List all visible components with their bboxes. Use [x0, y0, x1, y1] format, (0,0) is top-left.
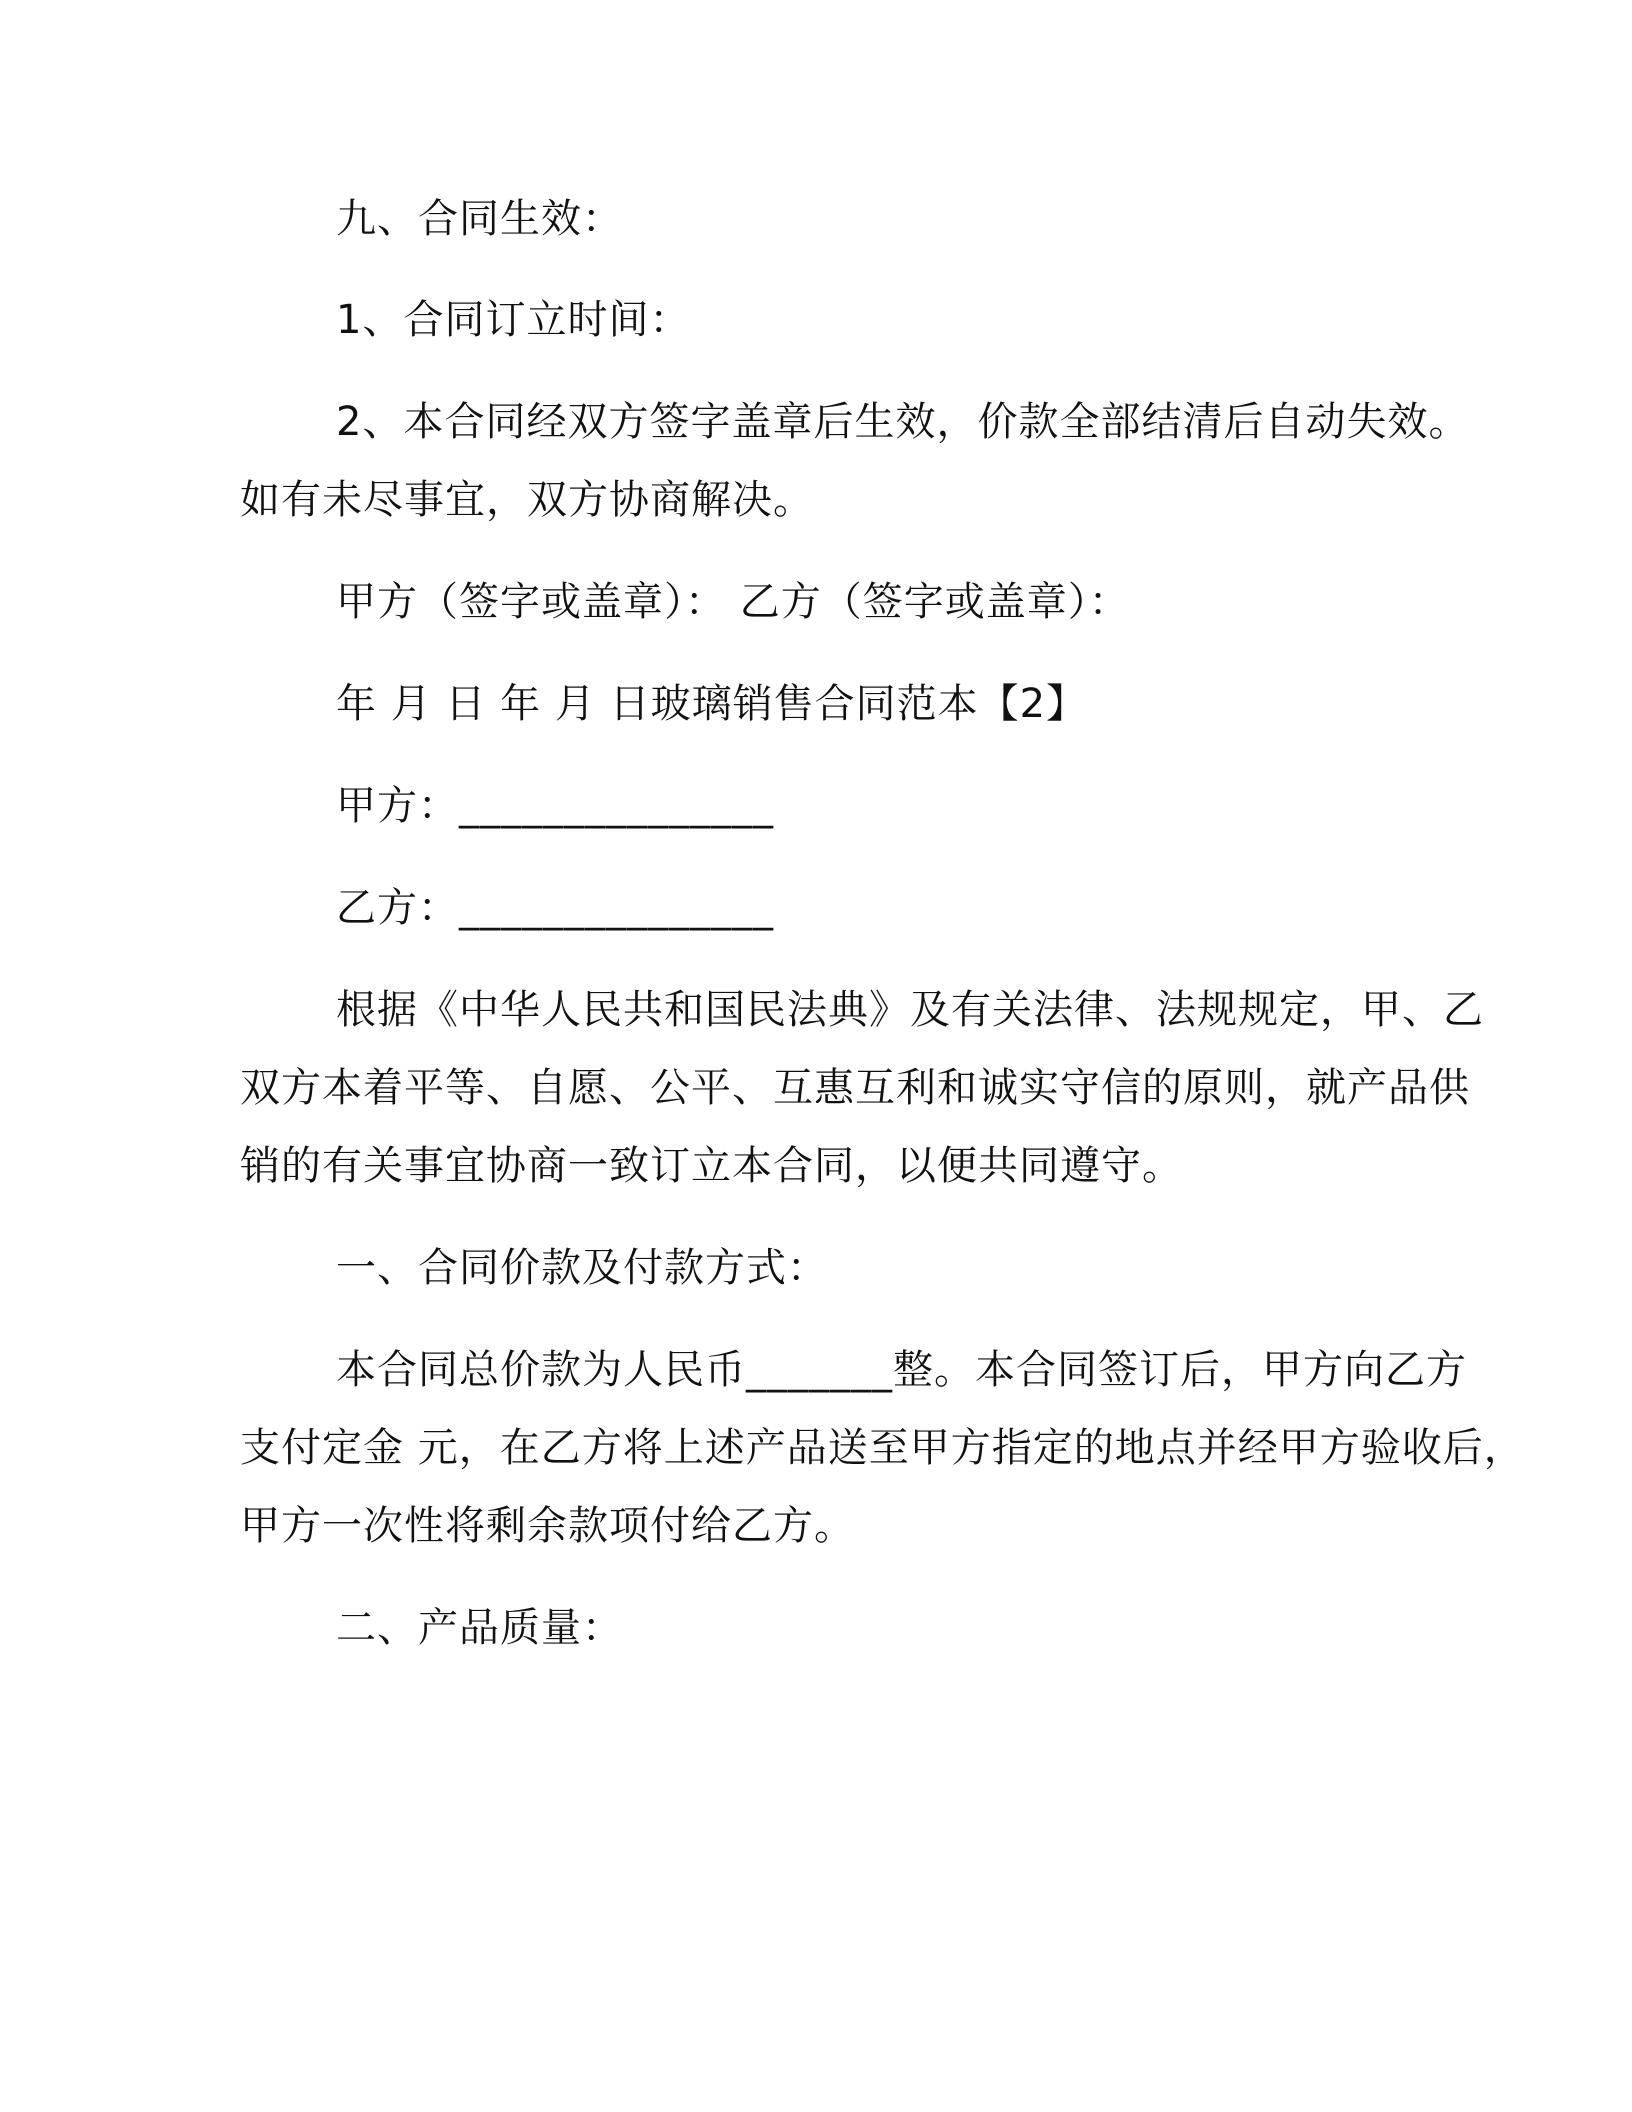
payment-line-3: 甲方一次性将剩余款项付给乙方。 — [240, 1503, 855, 1549]
clause-9-1: 1、合同订立时间： — [336, 297, 691, 343]
payment-line-2: 支付定金 元，在乙方将上述产品送至甲方指定的地点并经甲方验收后， — [240, 1425, 1525, 1471]
preamble-line-1: 根据《中华人民共和国民法典》及有关法律、法规规定，甲、乙 — [336, 987, 1484, 1033]
party-a-line: 甲方：_______________ — [336, 783, 774, 829]
preamble-line-2: 双方本着平等、自愿、公平、互惠互利和诚实守信的原则，就产品供 — [240, 1065, 1470, 1111]
party-b-line: 乙方：_______________ — [336, 885, 774, 931]
section-heading-2: 二、产品质量： — [336, 1605, 623, 1651]
section-heading-9: 九、合同生效： — [336, 196, 623, 242]
payment-line-1: 本合同总价款为人民币_______整。本合同签订后，甲方向乙方 — [336, 1347, 1467, 1393]
section-heading-1: 一、合同价款及付款方式： — [336, 1245, 828, 1291]
date-and-title-line: 年 月 日 年 月 日玻璃销售合同范本【2】 — [336, 681, 1088, 727]
clause-9-2-line-2: 如有未尽事宜，双方协商解决。 — [240, 477, 814, 523]
preamble-line-3: 销的有关事宜协商一致订立本合同，以便共同遵守。 — [240, 1143, 1183, 1189]
clause-9-2-line-1: 2、本合同经双方签字盖章后生效，价款全部结清后自动失效。 — [336, 399, 1470, 445]
signature-line: 甲方（签字或盖章）： 乙方（签字或盖章）： — [336, 579, 1130, 625]
